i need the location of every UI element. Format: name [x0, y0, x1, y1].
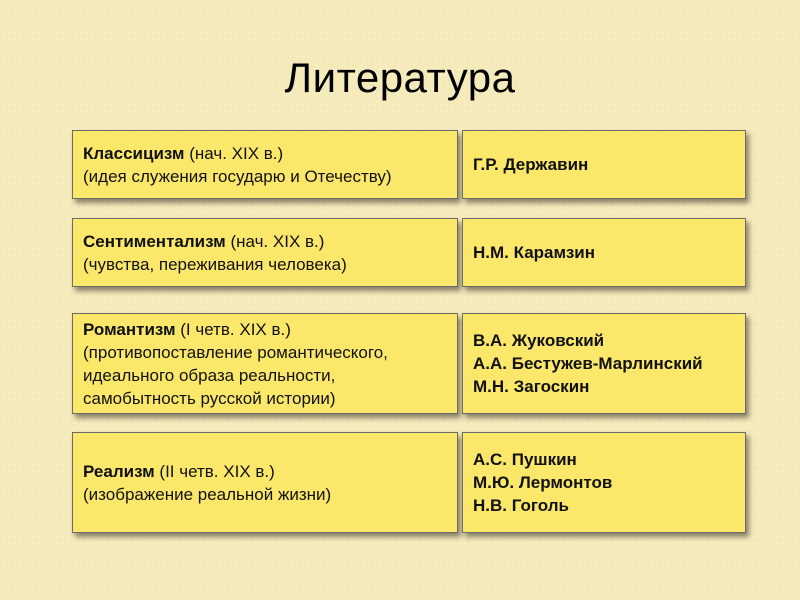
authors-box-realism [462, 432, 746, 533]
movement-period: (II четв. XIX в.) [154, 461, 275, 481]
author-name: М.Н. Загоскин [473, 377, 590, 396]
slide-title: Литература [284, 54, 516, 101]
authors-box-classicism [462, 130, 746, 199]
movement-description-line: самобытность русской истории) [83, 388, 336, 408]
movement-period: (I четв. XIX в.) [175, 319, 291, 339]
movement-description-line: (противопоставление романтического, [83, 342, 388, 362]
authors-box-sentimentalism [462, 218, 746, 287]
authors-box-romanticism [462, 313, 746, 414]
movement-heading [83, 142, 447, 165]
movement-description-line: (чувства, переживания человека) [83, 254, 347, 274]
movement-description-line: идеального образа реальности, [83, 365, 336, 385]
author-name: Н.В. Гоголь [473, 496, 569, 515]
movement-description-line: (идея служения государю и Отечеству) [83, 166, 392, 186]
movement-heading [83, 230, 447, 253]
movement-box-classicism [72, 130, 458, 199]
author-name: Г.Р. Державин [473, 155, 589, 174]
movement-description-line: (изображение реальной жизни) [83, 484, 332, 504]
movement-term: Классицизм [83, 143, 185, 163]
movement-box-romanticism [72, 313, 458, 414]
movement-term: Реализм [83, 461, 155, 481]
author-name: Н.М. Карамзин [473, 243, 596, 262]
movement-heading [83, 460, 447, 483]
author-name: А.С. Пушкин [473, 450, 577, 469]
movement-box-sentimentalism [72, 218, 458, 287]
author-name: В.А. Жуковский [473, 331, 605, 350]
movement-box-realism [72, 432, 458, 533]
movement-heading [83, 318, 447, 341]
movement-period: (нач. XIX в.) [225, 231, 325, 251]
movement-period: (нач. XIX в.) [184, 143, 284, 163]
author-name: М.Ю. Лермонтов [473, 473, 613, 492]
movement-term: Сентиментализм [83, 231, 226, 251]
author-name: А.А. Бестужев-Марлинский [473, 354, 703, 373]
movement-term: Романтизм [83, 319, 176, 339]
